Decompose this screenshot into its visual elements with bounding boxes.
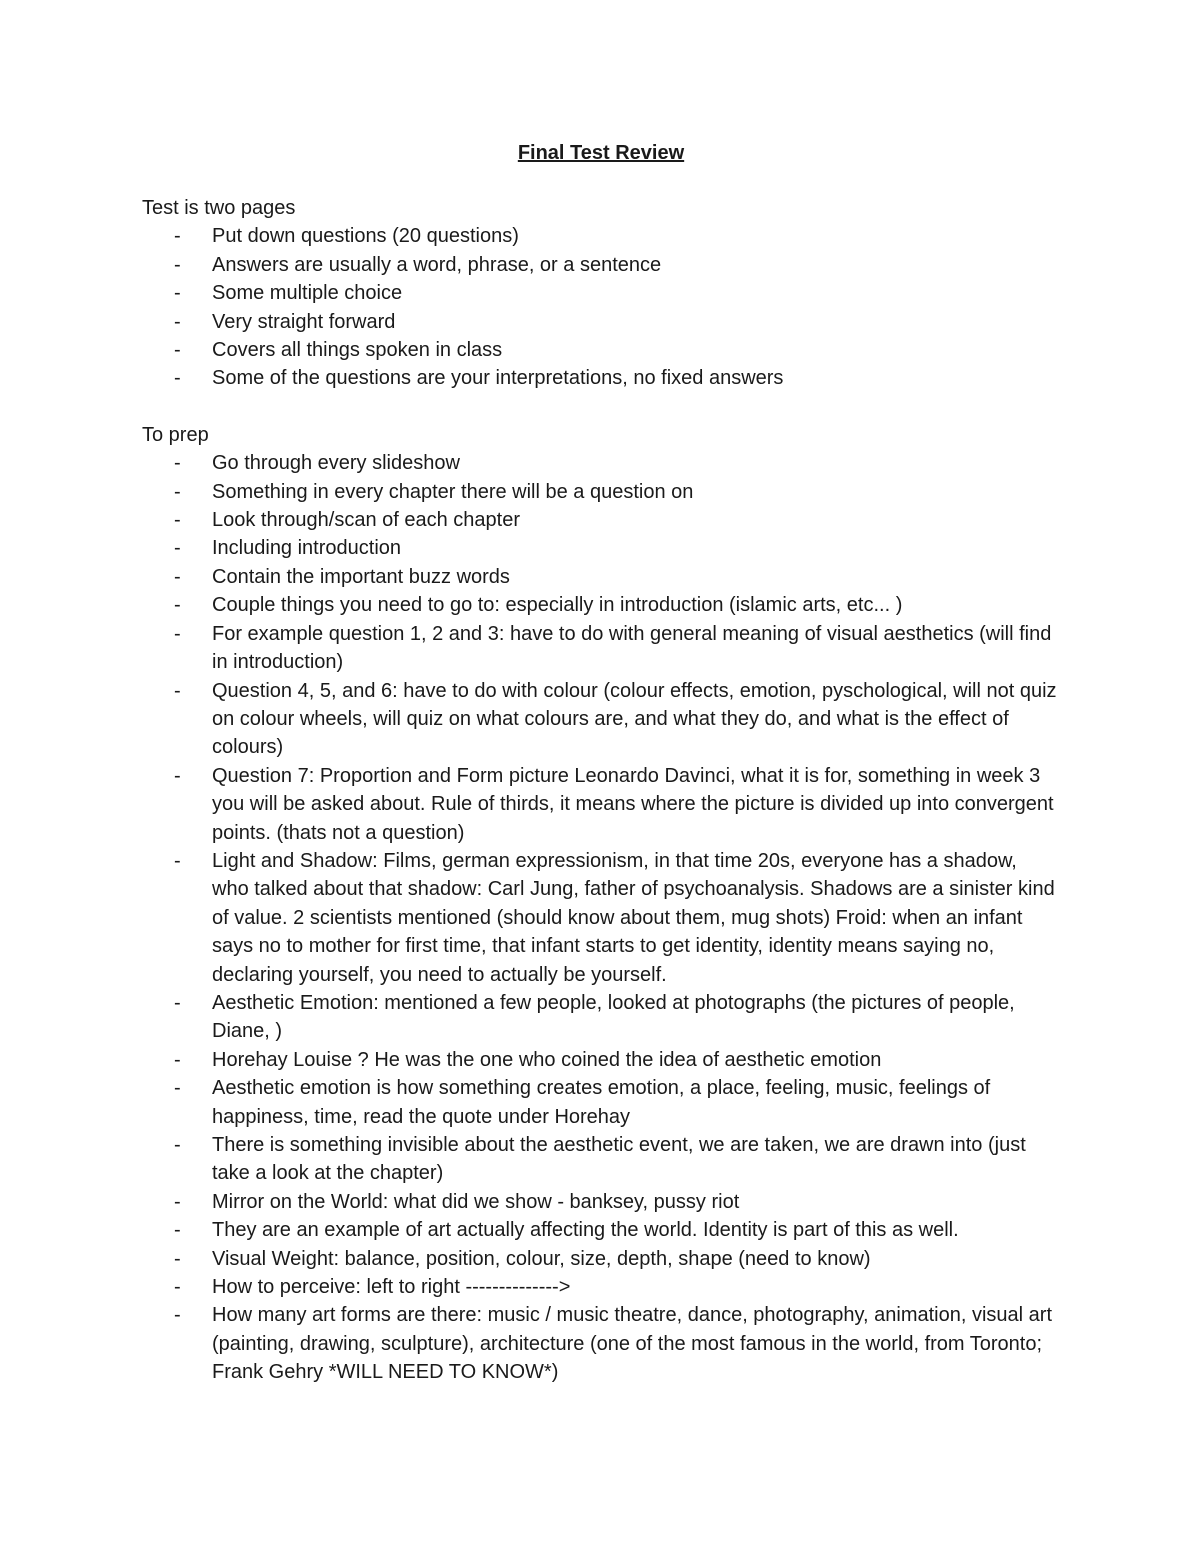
list-item-text: Very straight forward: [212, 310, 396, 333]
list-item-text: Visual Weight: balance, position, colour, size, depth, shape (need to know): [212, 1247, 871, 1270]
list-item-text: Including introduction: [212, 537, 402, 560]
dash-bullet: -: [174, 225, 181, 248]
list-item: [142, 620, 1058, 677]
list-item: [142, 449, 1058, 477]
dash-bullet: -: [174, 991, 181, 1014]
list-item: [142, 591, 1058, 619]
bullet-list: [142, 222, 1060, 392]
list-item: [142, 1273, 1058, 1301]
dash-bullet: -: [174, 339, 181, 362]
list-item-text: Aesthetic emotion is how something creates emotion, a place, feeling, music, feelings of happiness, time, read the quote under Horehay: [212, 1077, 991, 1128]
dash-bullet: -: [174, 310, 181, 333]
list-item: [142, 989, 1058, 1046]
dash-bullet: -: [174, 537, 181, 560]
list-item-text: There is something invisible about the aesthetic event, we are taken, we are drawn into (just take a look at the chapter): [212, 1134, 1026, 1185]
list-item-text: Mirror on the World: what did we show - banksey, pussy riot: [212, 1190, 740, 1213]
dash-bullet: -: [174, 565, 181, 588]
list-item: [142, 336, 1058, 364]
list-item: [142, 1046, 1058, 1074]
list-item: [142, 308, 1058, 336]
list-item: [142, 364, 1058, 392]
list-item-text: Answers are usually a word, phrase, or a sentence: [212, 253, 662, 276]
list-item: [142, 1245, 1058, 1273]
dash-bullet: -: [174, 1134, 181, 1156]
list-item-text: Couple things you need to go to: especially in introduction (islamic arts, etc... ): [212, 594, 903, 617]
list-item-text: Something in every chapter there will be a question on: [212, 480, 694, 503]
dash-bullet: -: [174, 1304, 181, 1327]
list-item-text: For example question 1, 2 and 3: have to do with general meaning of visual aesthetics (will find in introduction): [212, 622, 1052, 674]
document-title: Final Test Review: [517, 142, 685, 164]
dash-bullet: -: [174, 253, 181, 276]
list-item: [142, 478, 1058, 506]
dash-bullet: -: [174, 1276, 181, 1299]
list-item: [142, 1188, 1058, 1216]
list-item: [142, 1131, 1058, 1188]
paragraph-gap: [142, 393, 1060, 421]
dash-bullet: -: [174, 509, 181, 532]
dash-bullet: -: [174, 1219, 181, 1242]
dash-bullet: -: [174, 622, 181, 645]
section-heading: Test is two pages: [142, 197, 296, 219]
list-item: [142, 279, 1058, 307]
list-item: [142, 1301, 1058, 1386]
list-item-text: Horehay Louise ? He was the one who coined the idea of aesthetic emotion: [212, 1048, 882, 1071]
list-item-text: Put down questions (20 questions): [212, 225, 519, 248]
list-item: [142, 563, 1058, 591]
list-item-text: Light and Shadow: Films, german expressionism, in that time 20s, everyone has a shadow, who talked about that shadow: Carl Jung, father of psychoanalysis. Shadows are a sinister kind of value. 2 scientists mentioned (should know about them, mug shots) Froid: when an infant says no to mother for first time, that infant starts to get identity, identity means saying no, declaring yourself, you need to actually be yourself.: [212, 849, 1055, 986]
list-item: [142, 251, 1058, 279]
list-item-text: Question 7: Proportion and Form picture Leonardo Davinci, what it is for, something in week 3 you will be asked about. Rule of thirds, it means where the picture is divided up into convergent points. (thats not a question): [212, 764, 1054, 844]
dash-bullet: -: [174, 594, 181, 617]
list-item-text: Look through/scan of each chapter: [212, 509, 520, 532]
list-item-text: Covers all things spoken in class: [212, 339, 503, 362]
dash-bullet: -: [174, 1247, 181, 1270]
list-item: [142, 506, 1058, 534]
dash-bullet: -: [174, 367, 181, 390]
dash-bullet: -: [174, 282, 181, 305]
dash-bullet: -: [174, 679, 181, 702]
list-item-text: Question 4, 5, and 6: have to do with colour (colour effects, emotion, pyschological, will not quiz on colour wheels, will quiz on what colours are, and what they do, and what is the effect of colours): [212, 679, 1057, 759]
list-item: [142, 847, 1058, 989]
list-item-text: Go through every slideshow: [212, 452, 460, 475]
list-item-text: How many art forms are there: music / music theatre, dance, photography, animation, visual art (painting, drawing, sculpture), architecture (one of the most famous in the world, from Toronto; Frank Gehry *WILL NEED TO KNOW*): [212, 1304, 1052, 1384]
list-item-text: They are an example of art actually affecting the world. Identity is part of this as well.: [212, 1219, 959, 1242]
dash-bullet: -: [174, 480, 181, 503]
list-item-text: Some of the questions are your interpretations, no fixed answers: [212, 367, 784, 390]
list-item: [142, 677, 1058, 762]
list-item-text: Contain the important buzz words: [212, 565, 510, 588]
section-test-format: [142, 194, 1060, 393]
bullet-list: [142, 449, 1060, 1386]
list-item: [142, 534, 1058, 562]
dash-bullet: -: [174, 764, 181, 787]
list-item: [142, 222, 1058, 250]
dash-bullet: -: [174, 452, 181, 475]
dash-bullet: -: [174, 1077, 181, 1100]
section-heading: To prep: [142, 423, 209, 446]
dash-bullet: -: [174, 1190, 181, 1213]
list-item: [142, 1216, 1058, 1244]
list-item: [142, 762, 1058, 847]
list-item-text: Aesthetic Emotion: mentioned a few people, looked at photographs (the pictures of people, Diane, ): [212, 991, 1015, 1043]
list-item: [142, 1074, 1058, 1131]
dash-bullet: -: [174, 849, 181, 872]
section-to-prep: [142, 421, 1060, 1387]
list-item-text: Some multiple choice: [212, 282, 403, 305]
dash-bullet: -: [174, 1048, 181, 1071]
list-item-text: How to perceive: left to right -------------->: [212, 1276, 571, 1299]
